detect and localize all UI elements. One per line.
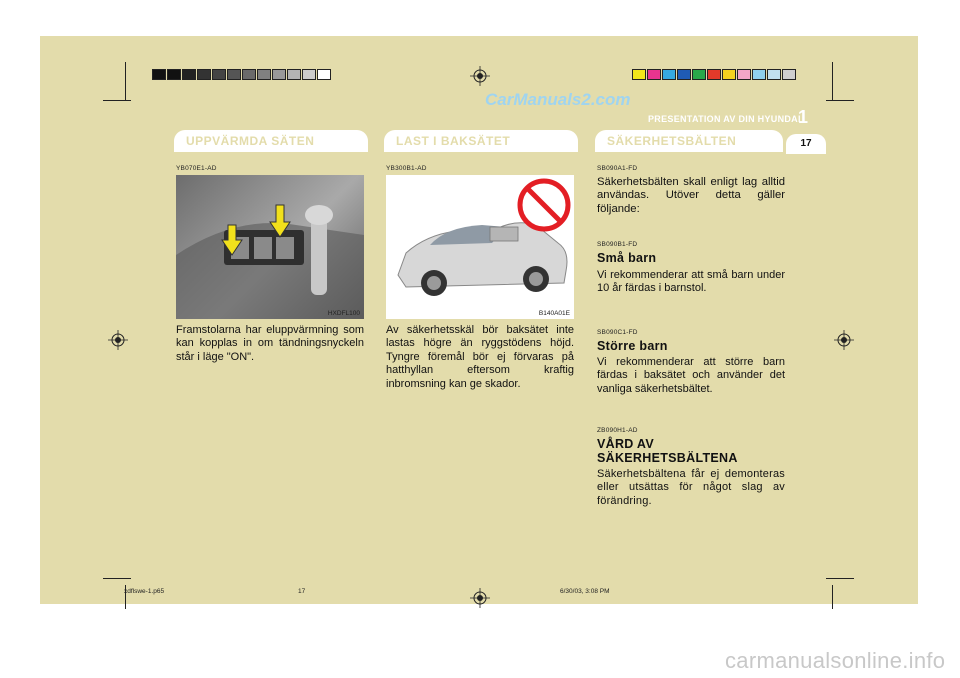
heated-seats-text: Framstolarna har eluppvärmning som kan kopplas in om tändningsnyckeln står i läge "ON".	[176, 324, 364, 363]
crop-mark	[103, 578, 131, 579]
grayscale-swatch	[257, 69, 271, 80]
chapter-number: 1	[798, 107, 809, 127]
color-calibration-bar	[632, 69, 797, 87]
registration-target-icon	[834, 330, 854, 350]
older-children-text: Vi rekommenderar att större barn färdas i baksätet och använder det vanliga säkerhetsbältet.	[597, 356, 785, 395]
grayscale-swatch	[287, 69, 301, 80]
belt-care-text: Säkerhetsbältena får ej demonteras eller utsättas för något slag av förändring.	[597, 468, 785, 507]
page-number-tab	[786, 134, 826, 154]
registration-target-icon	[108, 330, 128, 350]
crop-mark	[103, 100, 131, 101]
grayscale-swatch	[212, 69, 226, 80]
grayscale-swatch	[167, 69, 181, 80]
watermark-top: CarManuals2.com	[485, 90, 631, 109]
section-code: SB090B1-FD	[597, 241, 638, 248]
small-children-heading: Små barn	[597, 251, 657, 265]
registration-target-icon	[470, 66, 490, 86]
grayscale-swatch	[272, 69, 286, 80]
color-swatch	[632, 69, 646, 80]
color-swatch	[692, 69, 706, 80]
older-children-heading: Större barn	[597, 339, 668, 353]
color-swatch	[782, 69, 796, 80]
section-title: SÄKERHETSBÄLTEN	[607, 134, 737, 148]
section-code: SB090C1-FD	[597, 329, 638, 336]
chapter-title: PRESENTATION AV DIN HYUNDAI	[648, 114, 801, 124]
color-swatch	[647, 69, 661, 80]
watermark-bottom: carmanualsonline.info	[725, 648, 946, 673]
footer-page: 17	[298, 588, 306, 595]
crop-mark	[826, 100, 854, 101]
registration-target-icon	[470, 588, 490, 608]
image-label: HXDFL100	[327, 310, 360, 317]
color-swatch	[722, 69, 736, 80]
grayscale-calibration-bar	[152, 69, 332, 87]
grayscale-swatch	[317, 69, 331, 80]
section-tab-rear-seat-load	[384, 130, 578, 152]
color-swatch	[737, 69, 751, 80]
section-code: YB070E1-AD	[176, 165, 217, 172]
belt-care-heading: VÅRD AV SÄKERHETSBÄLTENA	[597, 437, 738, 465]
grayscale-swatch	[152, 69, 166, 80]
crop-mark	[832, 585, 833, 609]
car-rear-load-illustration	[386, 175, 574, 319]
section-code: ZB090H1-AD	[597, 427, 638, 434]
color-swatch	[752, 69, 766, 80]
small-children-text: Vi rekommenderar att små barn under 10 år färdas i barnstol.	[597, 269, 785, 295]
grayscale-swatch	[197, 69, 211, 80]
section-title: LAST I BAKSÄTET	[396, 134, 511, 148]
heated-seat-switch-photo	[176, 175, 364, 319]
section-tab-seat-belts	[595, 130, 783, 152]
image-label: B140A01E	[538, 310, 570, 317]
car-illustration	[386, 175, 574, 319]
section-code: SB090A1-FD	[597, 165, 638, 172]
color-swatch	[767, 69, 781, 80]
color-swatch	[662, 69, 676, 80]
section-title: UPPVÄRMDA SÄTEN	[186, 134, 315, 148]
seat-belt-intro-text: Säkerhetsbälten skall enligt lag alltid användas. Utöver detta gäller följande:	[597, 176, 785, 215]
grayscale-swatch	[182, 69, 196, 80]
grayscale-swatch	[242, 69, 256, 80]
section-code: YB300B1-AD	[386, 165, 427, 172]
page-number: 17	[800, 138, 812, 149]
color-swatch	[707, 69, 721, 80]
footer-file: xdflswe-1.p65	[124, 588, 165, 595]
console-illustration	[176, 175, 364, 319]
grayscale-swatch	[227, 69, 241, 80]
crop-mark	[826, 578, 854, 579]
section-tab-heated-seats	[174, 130, 368, 152]
color-swatch	[677, 69, 691, 80]
crop-mark	[832, 62, 833, 100]
grayscale-swatch	[302, 69, 316, 80]
crop-mark	[125, 62, 126, 100]
footer-date: 6/30/03, 3:08 PM	[560, 588, 610, 595]
rear-seat-load-text: Av säkerhetsskäl bör baksätet inte lastas högre än ryggstödens höjd. Tyngre föremål bör ej förvaras på hatthyllan eftersom kraftig inbromsning kan ge skador.	[386, 324, 574, 390]
